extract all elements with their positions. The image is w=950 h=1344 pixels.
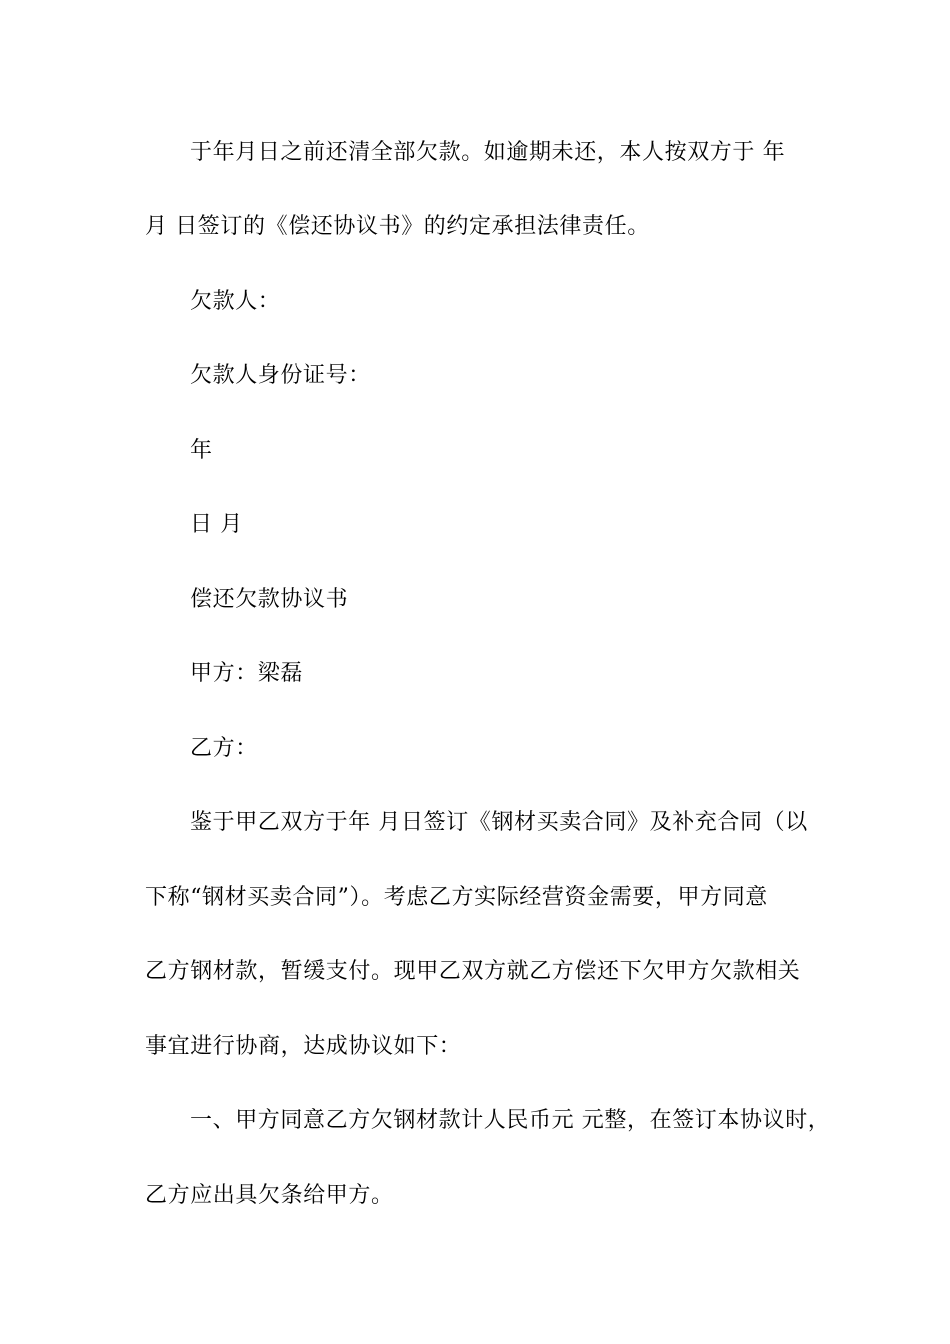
party-a: 甲方：梁磊 <box>190 661 304 686</box>
clause-1: 一、甲方同意乙方欠钢材款计人民币元 元整，在签订本协议时， <box>190 1108 831 1133</box>
paragraph-repayment-deadline: 于年月日之前还清全部欠款。如逾期未还，本人按双方于 年 <box>190 140 786 165</box>
party-b: 乙方： <box>190 736 258 761</box>
date-year-label: 年 <box>190 438 213 463</box>
debtor-label: 欠款人： <box>190 289 281 314</box>
clause-1-cont: 乙方应出具欠条给甲方。 <box>145 1183 394 1208</box>
date-day-month-label: 日 月 <box>190 512 243 537</box>
paragraph-preamble-cont-2: 乙方钢材款，暂缓支付。现甲乙双方就乙方偿还下欠甲方欠款相关 <box>145 959 801 984</box>
debtor-id-label: 欠款人身份证号： <box>190 363 371 388</box>
paragraph-preamble-cont-3: 事宜进行协商，达成协议如下： <box>145 1034 462 1059</box>
paragraph-repayment-deadline-cont: 月 日签订的《偿还协议书》的约定承担法律责任。 <box>145 214 650 239</box>
paragraph-preamble: 鉴于甲乙双方于年 月日签订《钢材买卖合同》及补充合同（以 <box>190 810 808 835</box>
paragraph-preamble-cont-1: 下称“钢材买卖合同”）。考虑乙方实际经营资金需要，甲方同意 <box>145 885 768 910</box>
agreement-title: 偿还欠款协议书 <box>190 587 349 612</box>
